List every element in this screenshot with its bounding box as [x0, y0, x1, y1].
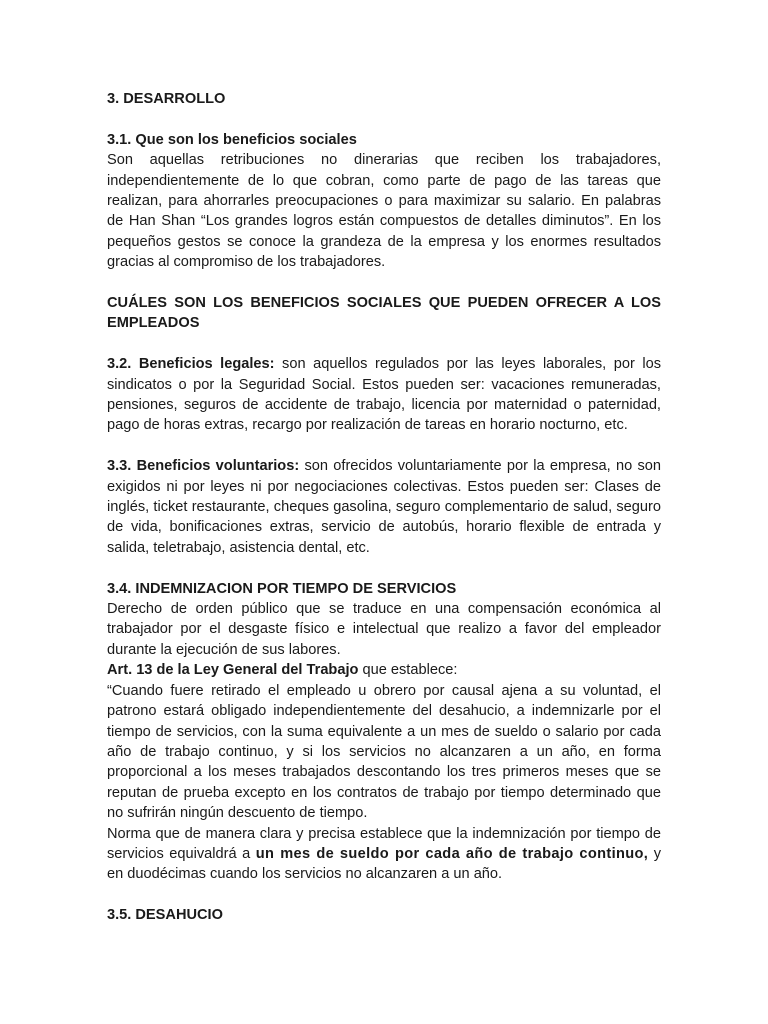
norma-paragraph [107, 824, 661, 885]
section-3-3-text: son ofrecidos voluntariamente por la empresa, no son exigidos ni por leyes ni por negociaciones colectivas. Estos pueden ser: Clases de inglés, ticket restaurante, cheques gasolina, seguro complementario de salud, seguro de vida, bonificaciones extras, servicio de autobús, horario flexible de entrada y salida, teletrabajo, asistencia dental, etc. [107, 458, 661, 556]
section-3-1-paragraph: Son aquellas retribuciones no dinerarias que reciben los trabajadores, independientemente de lo que cobran, como parte de pago de las tareas que realizan, para ahorrarles preocupaciones o para maximizar su salario. En palabras de Han Shan “Los grandes logros están compuestos de detalles diminutos”. En los pequeños gestos se conoce la grandeza de la empresa y los enormes resultados gracias al compromiso de los trabajadores. [107, 152, 661, 271]
section-3-3-heading: 3.3. Beneficios voluntarios: [107, 458, 300, 475]
article-title: Art. 13 de la Ley General del Trabajo [107, 662, 359, 679]
section-3-2-heading: 3.2. Beneficios legales: [107, 356, 275, 373]
norma-prefix: Norma que de manera clara y precisa establece que la indemnización por tiempo de servicios equivaldrá a [107, 825, 661, 862]
section-3-2-paragraph [107, 354, 661, 436]
spacer [107, 885, 661, 905]
article-quote: “Cuando fuere retirado el empleado u obrero por causal ajena a su voluntad, el patrono estará obligado independientemente del desahucio, a indemnizarle por el tiempo de servicios, con la suma equivalente a un mes de sueldo o salario por cada año de trabajo continuo, y si los servicios no alcanzaren a un año, en forma proporcional a los meses trabajados descontando los tres primeros meses que se reputan de prueba excepto en los contratos de trabajo por tiempo determinado que no sufrirán ningún descuento de tiempo. [107, 682, 661, 822]
norma-suffix: y en duodécimas cuando los servicios no alcanzaren a un año. [107, 845, 661, 883]
spacer [107, 558, 661, 578]
article-reference [107, 660, 661, 680]
section-3-1-heading: 3.1. Que son los beneficios sociales [107, 131, 357, 148]
section-3-4-paragraph: Derecho de orden público que se traduce en una compensación económica al trabajador por el desgaste físico e intelectual que realizo a favor del empleador durante la ejecución de sus labores. [107, 601, 661, 658]
section-3-4-heading: 3.4. INDEMNIZACION POR TIEMPO DE SERVICIOS [107, 580, 457, 597]
section-3-heading: 3. DESARROLLO [107, 91, 226, 107]
section-3-2-text: son aquellos regulados por las leyes laborales, por los sindicatos o por la Seguridad Social. Estos pueden ser: vacaciones remuneradas, pensiones, seguros de accidente de trabajo, licencia por maternidad o paternidad, pago de horas extras, recargo por realización de tareas en horario nocturno, etc. [107, 356, 661, 434]
norma-bold-phrase: un mes de sueldo por cada año de trabajo continuo, [255, 845, 649, 862]
spacer [107, 109, 661, 129]
spacer [107, 334, 661, 354]
section-3-3-paragraph [107, 456, 661, 558]
section-3-5-heading: 3.5. DESAHUCIO [107, 907, 223, 924]
spacer [107, 273, 661, 293]
spacer [107, 436, 661, 456]
article-suffix: que establece: [358, 662, 458, 679]
cuales-heading: CUÁLES SON LOS BENEFICIOS SOCIALES QUE PUEDEN OFRECER A LOS EMPLEADOS [107, 295, 661, 332]
